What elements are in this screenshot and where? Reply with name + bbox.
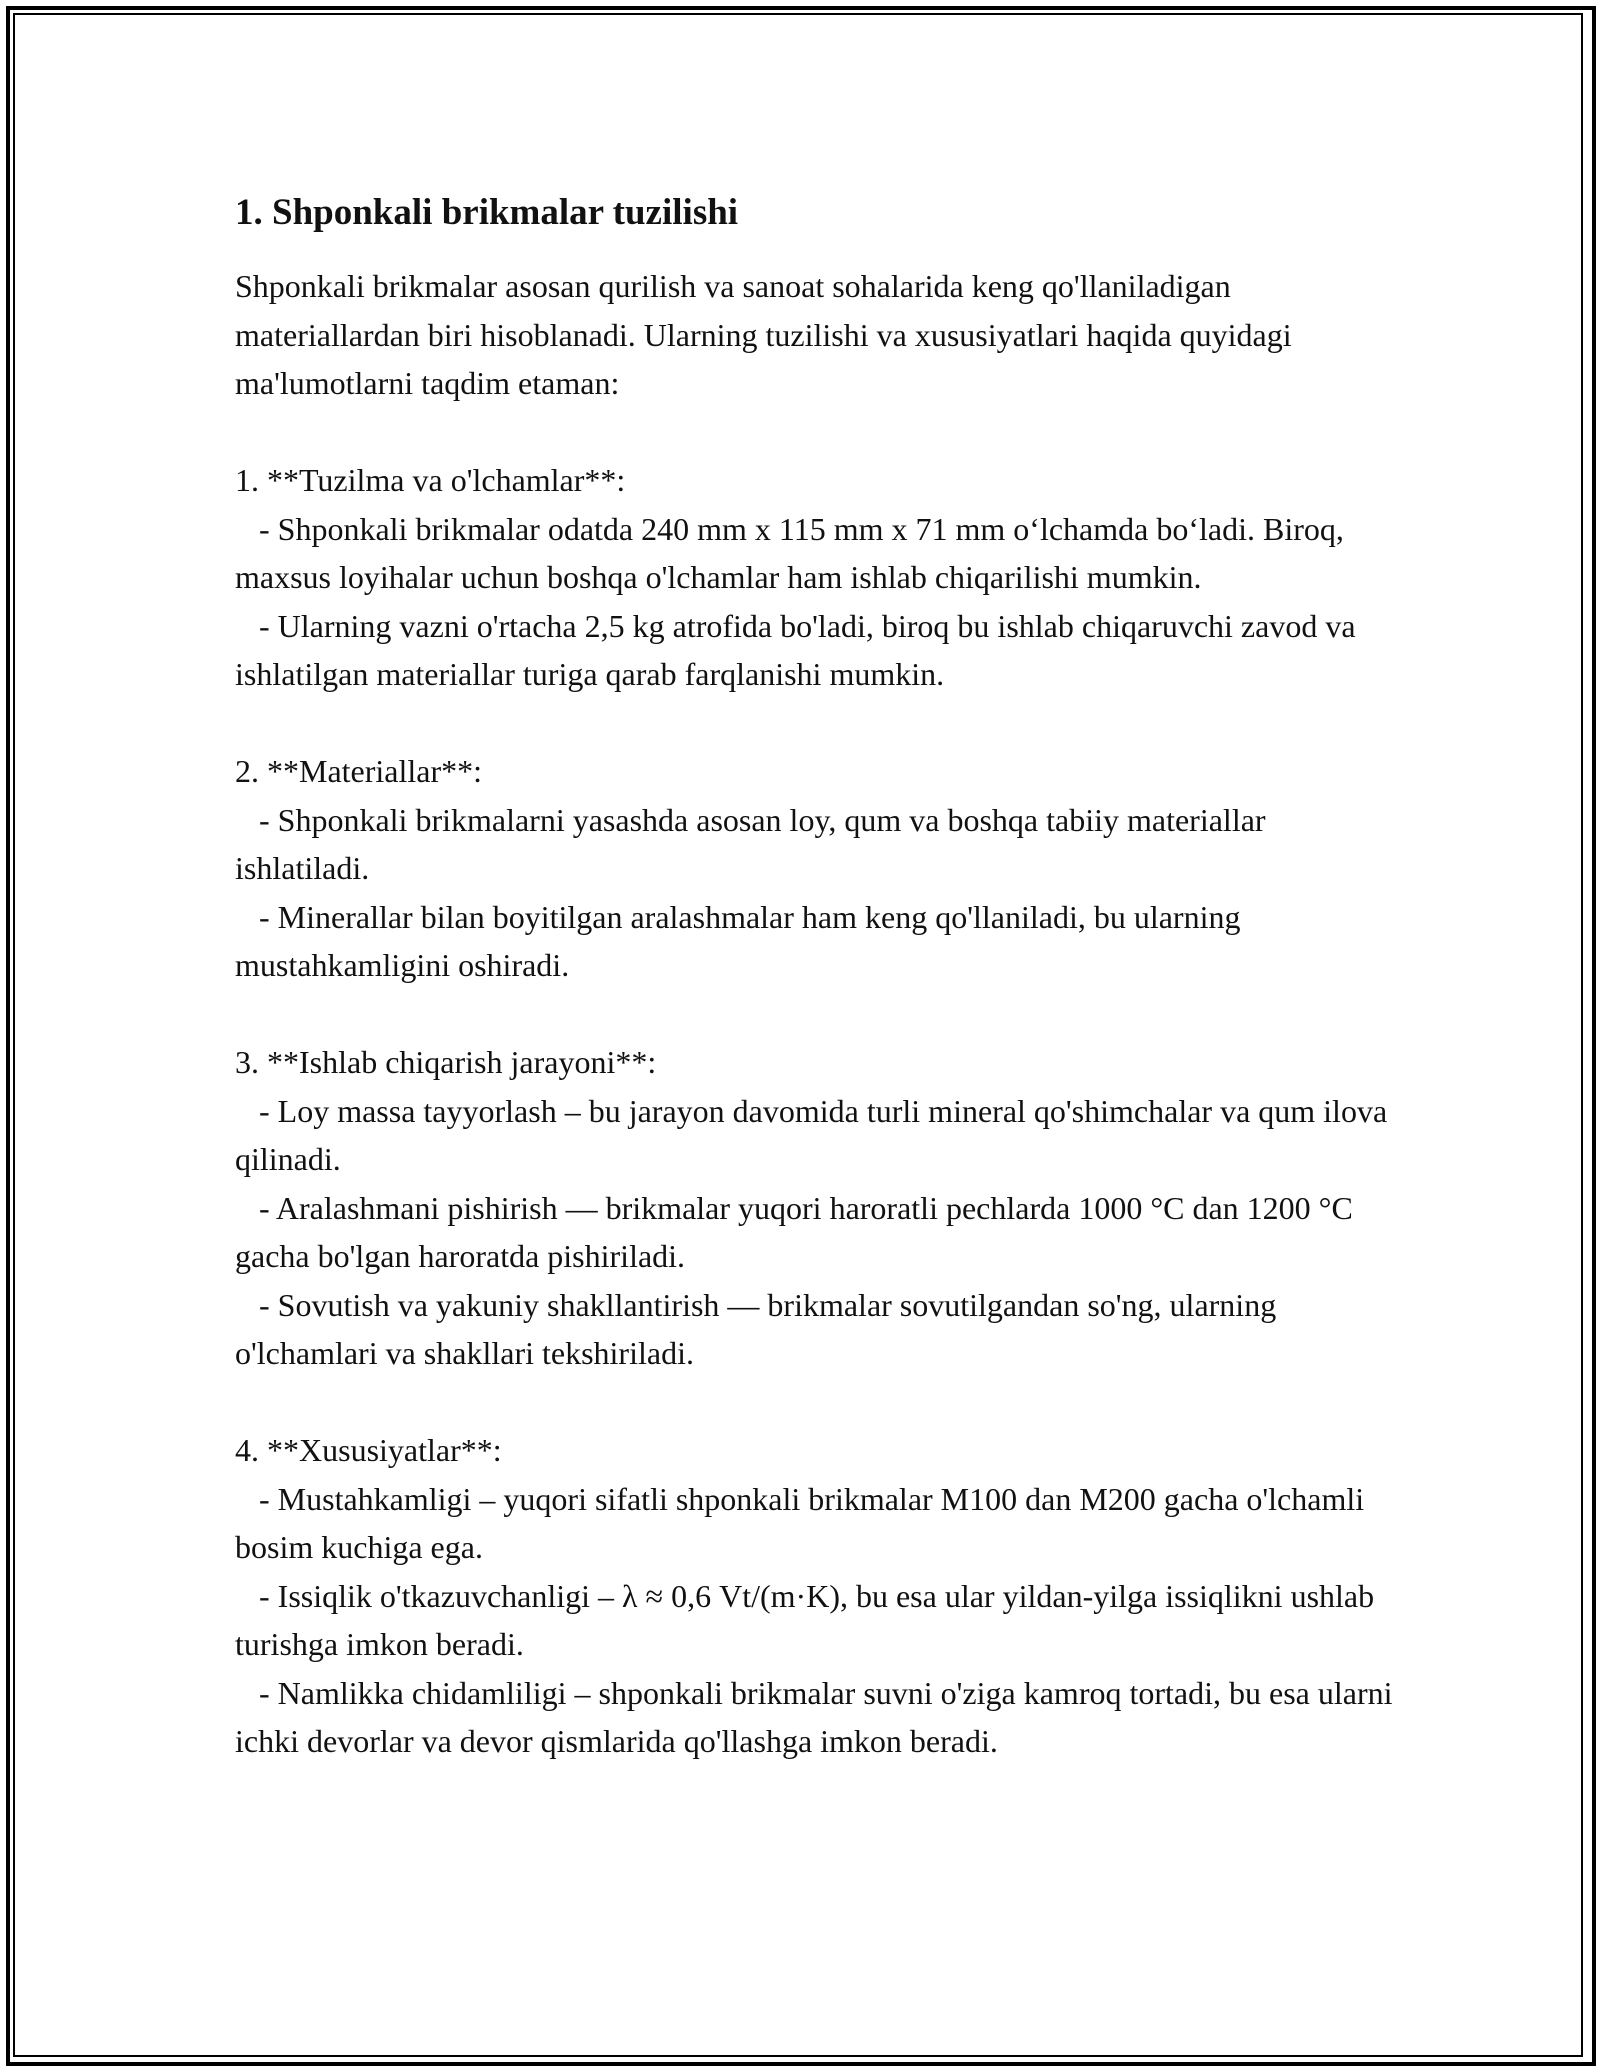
section-structure-dimensions	[235, 456, 1395, 699]
section-materials	[235, 747, 1395, 990]
list-item: - Minerallar bilan boyitilgan aralashmalar ham keng qo'llaniladi, bu ularning mustahkamligini oshiradi.	[235, 898, 1249, 983]
section-properties	[235, 1426, 1401, 1766]
section-heading: 4. **Xususiyatlar**:	[235, 1432, 502, 1468]
document-title: 1. Shponkali brikmalar tuzilishi	[235, 192, 739, 233]
list-item: - Shponkali brikmalarni yasashda asosan loy, qum va boshqa tabiiy materiallar ishlatiladi.	[235, 801, 1274, 886]
intro-paragraph: Shponkali brikmalar asosan qurilish va sanoat sohalarida keng qo'llaniladigan materiallardan biri hisoblanadi. Ularning tuzilishi va xususiyatlari haqida quyidagi ma'lumotlarni taqdim etaman:	[235, 268, 1300, 401]
section-heading: 3. **Ishlab chiqarish jarayoni**:	[235, 1044, 657, 1080]
list-item: - Loy massa tayyorlash – bu jarayon davomida turli mineral qo'shimchalar va qum ilova qilinadi.	[235, 1092, 1396, 1177]
list-item: - Namlikka chidamliligi – shponkali brikmalar suvni o'ziga kamroq tortadi, bu esa ularni ichki devorlar va devor qismlarida qo'llashga imkon beradi.	[235, 1674, 1401, 1759]
section-production-process	[235, 1038, 1395, 1378]
list-item: - Shponkali brikmalar odatda 240 mm x 115 mm x 71 mm o‘lchamda bo‘ladi. Biroq, maxsus loyihalar uchun boshqa o'lchamlar ham ishlab chiqarilishi mumkin.	[235, 510, 1352, 595]
section-heading: 2. **Materiallar**:	[235, 753, 483, 789]
list-item: - Aralashmani pishirish — brikmalar yuqori haroratli pechlarda 1000 °C dan 1200 °C gacha bo'lgan haroratda pishiriladi.	[235, 1189, 1361, 1274]
list-item: - Issiqlik o'tkazuvchanligi – λ ≈ 0,6 Vt/(m·K), bu esa ular yildan-yilga issiqlikni ushlab turishga imkon beradi.	[235, 1577, 1383, 1662]
document-body	[235, 188, 1401, 1766]
list-item: - Sovutish va yakuniy shakllantirish — brikmalar sovutilgandan so'ng, ularning o'lchamlari va shakllari tekshiriladi.	[235, 1286, 1285, 1371]
list-item: - Ularning vazni o'rtacha 2,5 kg atrofida bo'ladi, biroq bu ishlab chiqaruvchi zavod va ishlatilgan materiallar turiga qarab farqlanishi mumkin.	[235, 607, 1364, 692]
section-heading: 1. **Tuzilma va o'lchamlar**:	[235, 462, 626, 498]
list-item: - Mustahkamligi – yuqori sifatli shponkali brikmalar M100 dan M200 gacha o'lchamli bosim kuchiga ega.	[235, 1480, 1373, 1565]
